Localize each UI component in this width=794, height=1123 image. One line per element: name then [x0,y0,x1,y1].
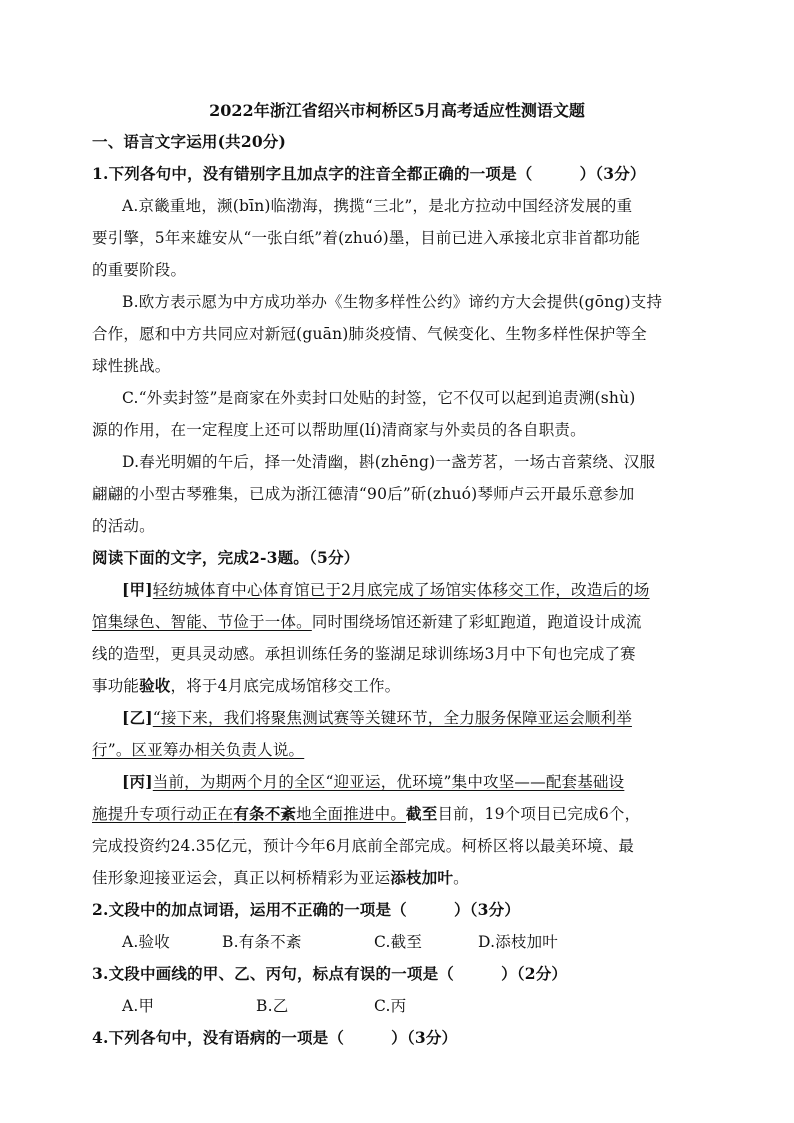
jia-text-4a: 事功能 [92,677,140,695]
q2-option-b: B.有条不紊 [222,933,302,951]
yi-underlined-2: 行”。区亚筹办相关负责人说。 [92,741,305,759]
passage-jia-line-2 [92,612,642,632]
dotted-word-jiezhi: 截至 [406,804,438,823]
passage-jia-line-1 [122,580,650,600]
section-heading: 一、语言文字运用(共20分) [92,132,287,151]
bing-text-2: 目前，19个项目已完成6个， [437,805,641,823]
q1-option-d-line-3: 的活动。 [92,517,155,535]
label-bing: [丙] [122,772,153,791]
q1-option-b-line-2: 合作，愿和中方共同应对新冠(guān)肺炎疫情、气候变化、生物多样性保护等全 [92,325,647,343]
label-yi: [乙] [122,708,153,727]
yi-underlined-1: “接下来，我们将聚焦测试赛等关键环节，全力服务保障亚运会顺利举 [152,709,632,727]
dotted-word-yanshou: 验收 [139,676,171,695]
q1-option-c-line-2: 源的作用，在一定程度上还可以帮助厘(lí)清商家与外卖员的各自职责。 [92,421,586,439]
q3-option-a: A.甲 [122,997,155,1015]
dotted-word-tianzhijiaye: 添枝加叶 [390,868,454,887]
passage-bing-line-2 [92,804,640,824]
bing-underlined-1: 当前，为期两个月的全区“迎亚运，优环境”集中攻坚——配套基础设 [152,773,625,791]
q1-option-b-line-1: B.欧方表示愿为中方成功举办《生物多样性公约》谛约方大会提供(gōng)支持 [122,293,663,311]
page-title: 2022年浙江省绍兴市柯桥区5月高考适应性测语文题 [209,101,585,120]
q1-option-a-line-3: 的重要阶段。 [92,261,187,279]
q2-option-d: D.添枝加叶 [478,933,559,951]
bing-text-4a: 佳形象迎接亚运会，真正以柯桥精彩为亚运 [92,869,391,887]
passage-jia-line-3: 线的造型，更具灵动感。承担训练任务的鉴湖足球训练场3月中下旬也完成了赛 [92,645,636,663]
passage-yi-line-2 [92,740,304,760]
passage-bing-line-4 [92,868,469,888]
question-4-stem: 4.下列各句中，没有语病的一项是（ ）（3分） [92,1028,458,1047]
q1-option-a-line-1: A.京畿重地，濒(bīn)临渤海，携揽“三北”，是北方拉动中国经济发展的重 [122,197,633,215]
reading-heading: 阅读下面的文字，完成2-3题。（5分） [92,548,360,567]
q1-option-a-line-2: 要引擎，5年来雄安从“一张白纸”着(zhuó)墨，目前已进入承接北京非首都功能 [92,229,641,247]
jia-underlined-1: 轻纺城体育中心体育馆已于2月底完成了场馆实体移交工作，改造后的场 [152,581,650,599]
jia-text-2: 同时围绕场馆还新建了彩虹跑道，跑道设计成流 [311,613,642,631]
passage-bing-line-1 [122,772,624,792]
q2-option-c: C.截至 [374,933,423,951]
jia-text-4c: ，将于4月底完成场馆移交工作。 [170,677,401,695]
question-2-stem: 2.文段中的加点词语，运用不正确的一项是（ ）（3分） [92,900,521,919]
passage-yi-line-1 [122,708,632,728]
label-jia: [甲] [122,580,153,599]
q1-option-b-line-3: 球性挑战。 [92,357,171,375]
q1-option-d-line-2: 翩翩的小型古琴雅集，已成为浙江德清“90后”斫(zhuó)琴师卢云开最乐意参加 [92,485,635,503]
q2-option-a: A.验收 [122,933,170,951]
question-1-stem: 1.下列各句中，没有错别字且加点字的注音全都正确的一项是（ ）（3分） [92,164,646,183]
dotted-word-youtiaobuwen: 有条不紊 [233,804,297,823]
q3-option-c: C.丙 [374,997,407,1015]
q3-option-b: B.乙 [256,997,289,1015]
bing-underlined-2c: 地全面推进中。 [296,805,407,823]
passage-bing-line-3: 完成投资约24.35亿元，预计今年6月底前全部完成。柯桥区将以最美环境、最 [92,837,635,855]
q1-option-d-line-1: D.春光明媚的午后，择一处清幽，斟(zhēng)一盏芳茗，一场古音萦绕、汉服 [122,453,656,471]
bing-text-4c: 。 [453,869,469,887]
bing-underlined-2a: 施提升专项行动正在 [92,805,234,823]
passage-jia-line-4 [92,676,400,696]
jia-underlined-2: 馆集绿色、智能、节俭于一体。 [92,613,312,631]
question-3-stem: 3.文段中画线的甲、乙、丙句，标点有误的一项是（ ）（2分） [92,964,568,983]
q1-option-c-line-1: C.“外卖封签”是商家在外卖封口处贴的封签，它不仅可以起到追责溯(shù) [122,389,636,407]
